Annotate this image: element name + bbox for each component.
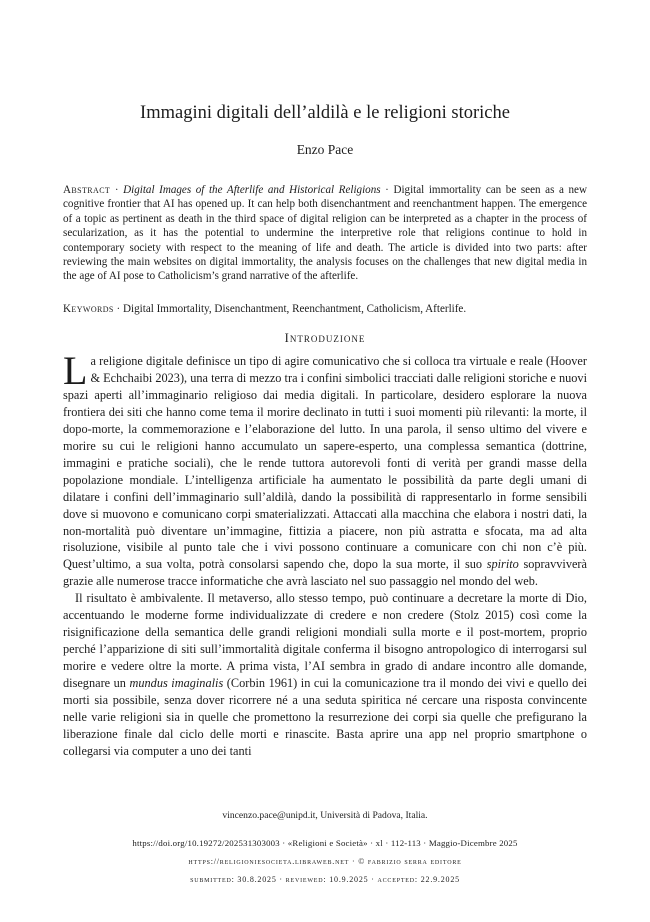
abstract-separator: ·	[110, 184, 124, 196]
footer-site-line: https://religioniesocieta.libraweb.net · © fabrizio serra editore	[188, 857, 462, 866]
drop-cap: L	[63, 348, 88, 393]
author-footnote: vincenzo.pace@unipd.it, Università di Padova, Italia.	[222, 810, 428, 821]
article-title: Immagini digitali dell’aldilà e le religioni storiche	[140, 103, 510, 123]
paragraph-1-italic: spirito	[486, 557, 519, 572]
section-heading: Introduzione	[284, 331, 366, 345]
paragraph-2-text-b: (Corbin 1961) in cui la comunicazione tra il mondo dei vivi e quello dei morti sia possibile, senza dover ricorrere né a una seduta spiritica né cercare una risposta convincente nelle varie religioni sia in quelle che promettono la resurrezione dei corpi sia quelle che prefigurano la liberazione finale dal ciclo delle morti e rinascite. Basta aprire una app nel proprio smartphone o collegarsi via computer a uno dei tanti	[63, 676, 587, 758]
abstract-text: Digital immortality can be seen as a new cognitive frontier that AI has opened up. It can help both disenchantment and reenchantment happen. The emergence of a topic as pertinent as death in the third space of digital religion can be interpreted as a chapter in the process of secularization, as it has the potential to undermine the interpretive role that religions continue to hold in contemporary society with respect to the meaning of life and death. The article is divided into two parts: after reviewing the main websites on digital immortality, the analysis focuses on the challenges that new digital media in the age of AI pose to Catholicism’s grand narrative of the afterlife.	[63, 184, 587, 283]
keywords-label: Keywords	[63, 303, 114, 315]
abstract-label: Abstract	[63, 184, 111, 196]
paragraph-2-italic: mundus imaginalis	[129, 676, 224, 691]
article-body	[63, 348, 587, 760]
footer-doi-line: https://doi.org/10.19272/202531303003 · «Religioni e Società» · xl · 112-113 · Maggio-Dicembre 2025	[132, 838, 518, 848]
paragraph-2	[63, 590, 587, 760]
abstract-english-title: Digital Images of the Afterlife and Historical Religions	[123, 184, 381, 196]
paragraph-1-text-a: a religione digitale definisce un tipo di agire comunicativo che si colloca tra virtuale e reale (Hoover & Echchaibi 2023), una terra di mezzo tra i confini simbolici tracciati dalle religioni storiche e nuovi spazi aperti all’immaginario religioso dai media digitali. In particolare, desidero esplorare la nuova frontiera dei siti che hanno come tema il morire declinato in tutti i suoi momenti più rilevanti: la morte, il dopo-morte, la commemorazione e l’elaborazione del lutto. In una parola, il senso ultimo del vivere e morire su cui le religioni hanno accumulato un sapere-esperto, una complessa semantica (dottrine, immagini e pratiche sociali), che le rende tuttora autorevoli fonti di verità per grandi masse della popolazione mondiale. L’intelligenza artificiale ha aumentato le possibilità da parte degli umani di dilatare i confini dell’immaginario sull’aldilà, dando la possibilità di rappresentarlo in forme sensibili dove si muovono e comunicano corpi smaterializzati. Attaccati alla macchina che elabora i nostri dati, la non-mortalità può diventare un’immagine, fittizia a piacere, non più astratta e sfocata, ma ad alta risoluzione, visibile al punto tale che i vivi possono continuare a comunicare con chi non c’è più. Quest’ultimo, a sua volta, potrà consolarsi sapendo che, dopo la sua morte, il suo	[63, 354, 587, 572]
abstract-separator-2: ·	[380, 184, 394, 196]
paragraph-2-text-a: Il risultato è ambivalente. Il metaverso, allo stesso tempo, può continuare a decretare la morte di Dio, accentuando le moderne forme individualizzate di credere e non credere (Stolz 2015) così come la risignificazione della semantica delle grandi religioni mondiali sulla morte e il post-mortem, proprio perché l’apparizione di siti sull’immortalità digitale conferma il bisogno antropologico di interrogarsi sul morire e vedere oltre la morte. A prima vista, l’AI sembra in grado di andare incontro alle domande, disegnare un	[63, 591, 587, 691]
paragraph-1-text-b: sopravviverà grazie alle numerose tracce informatiche che avrà lasciato nel suo passaggio nel mondo del web.	[63, 557, 587, 589]
footer-dates-line: submitted: 30.8.2025 · reviewed: 10.9.2025 · accepted: 22.9.2025	[190, 875, 460, 884]
keywords-separator: ·	[113, 303, 124, 315]
paragraph-1	[63, 348, 587, 590]
keywords-text: Digital Immortality, Disenchantment, Reenchantment, Catholicism, Afterlife.	[123, 303, 467, 315]
abstract	[63, 183, 587, 284]
article-author: Enzo Pace	[296, 142, 354, 157]
keywords	[63, 302, 587, 316]
